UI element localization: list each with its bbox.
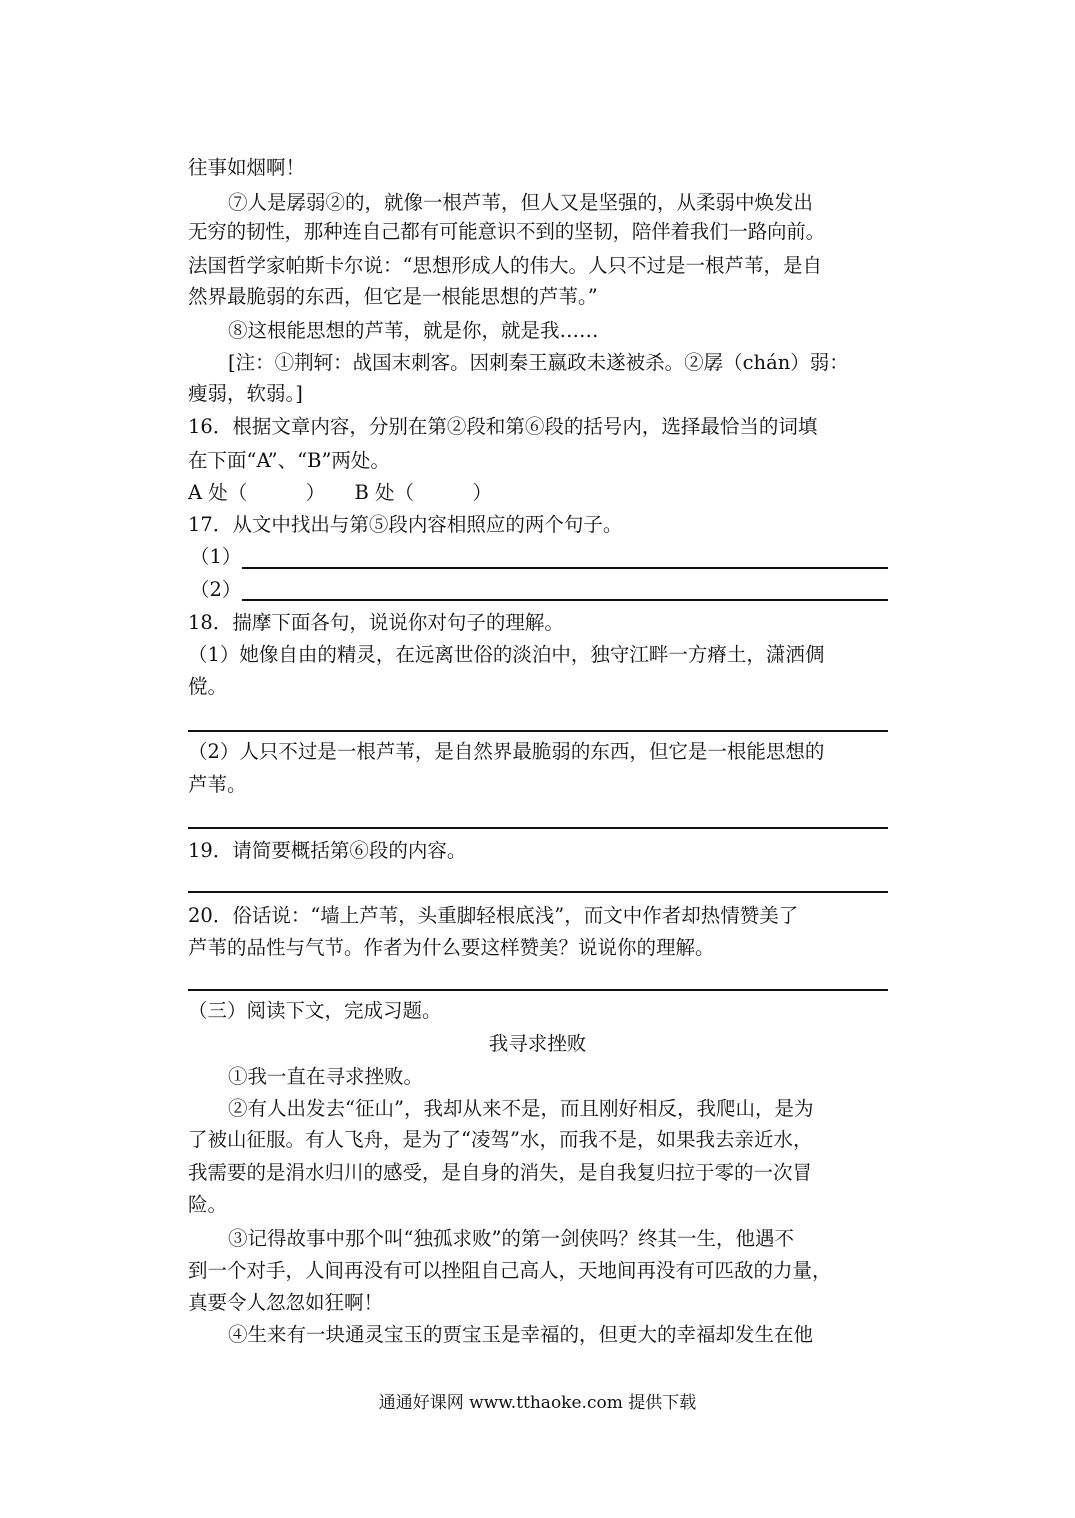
answer-label: （2） xyxy=(190,578,242,601)
question-19: 19．请简要概括第⑥段的内容。 xyxy=(188,839,467,862)
question-18-item: （1）她像自由的精灵，在远离世俗的淡泊中，独守江畔一方瘠土，潇洒倜 xyxy=(188,643,825,666)
paragraph-7-line: 无穷的韧性，那种连自己都有可能意识不到的坚韧，陪伴着我们一路向前。 xyxy=(188,220,825,243)
article-paragraph: 险。 xyxy=(188,1193,228,1216)
question-16: 在下面“A”、“B”两处。 xyxy=(188,449,390,472)
question-16-blanks[interactable]: A 处（ ） B 处（ ） xyxy=(188,481,493,504)
paragraph-7-line: 然界最脆弱的东西，但它是一根能思想的芦苇。” xyxy=(188,285,598,308)
paragraph-7-line: 法国哲学家帕斯卡尔说：“思想形成人的伟大。人只不过是一根芦苇，是自 xyxy=(188,254,822,277)
article-paragraph: ②有人出发去“征山”，我却从来不是，而且刚好相反，我爬山，是为 xyxy=(228,1097,814,1120)
answer-line[interactable] xyxy=(242,599,888,601)
question-18-item: （2）人只不过是一根芦苇，是自然界最脆弱的东西，但它是一根能思想的 xyxy=(188,740,825,763)
paragraph-8: ⑧这根能思想的芦苇，就是你，就是我…… xyxy=(228,319,599,342)
answer-line[interactable] xyxy=(242,567,888,569)
answer-line[interactable] xyxy=(188,891,888,893)
note-line: 瘦弱，软弱。] xyxy=(188,382,303,405)
question-20: 20．俗话说：“墙上芦苇，头重脚轻根底浅”，而文中作者却热情赞美了 xyxy=(188,904,799,927)
answer-line[interactable] xyxy=(188,989,888,991)
text-line: 往事如烟啊！ xyxy=(188,156,306,179)
article-paragraph: 真要令人忽忽如狂啊！ xyxy=(188,1291,384,1314)
article-title: 我寻求挫败 xyxy=(488,1032,587,1055)
question-18-item: 傥。 xyxy=(188,675,228,698)
note-line: [注：①荆轲：战国末刺客。因刺秦王嬴政未遂被杀。②孱（chán）弱： xyxy=(228,351,849,374)
paragraph-7-line: ⑦人是孱弱②的，就像一根芦苇，但人又是坚强的，从柔弱中焕发出 xyxy=(228,191,814,214)
article-paragraph: ④生来有一块通灵宝玉的贾宝玉是幸福的，但更大的幸福却发生在他 xyxy=(228,1323,814,1346)
article-paragraph: 我需要的是涓水归川的感受，是自身的消失，是自我复归拉于零的一次冒 xyxy=(188,1161,813,1184)
question-20: 芦苇的品性与气节。作者为什么要这样赞美？说说你的理解。 xyxy=(188,936,715,959)
answer-label: （1） xyxy=(190,545,242,568)
question-18: 18．揣摩下面各句，说说你对句子的理解。 xyxy=(188,611,564,634)
article-paragraph: 到一个对手，人间再没有可以挫阻自己高人，天地间再没有可匹敌的力量， xyxy=(188,1259,832,1282)
question-16: 16．根据文章内容，分别在第②段和第⑥段的括号内，选择最恰当的词填 xyxy=(188,415,818,438)
question-17: 17．从文中找出与第⑤段内容相照应的两个句子。 xyxy=(188,513,623,536)
article-paragraph: 了被山征服。有人飞舟，是为了“凌驾”水，而我不是，如果我去亲近水， xyxy=(188,1128,813,1151)
article-paragraph: ①我一直在寻求挫败。 xyxy=(228,1065,424,1088)
section-heading: （三）阅读下文，完成习题。 xyxy=(188,999,442,1022)
article-paragraph: ③记得故事中那个叫“独孤求败”的第一剑侠吗？终其一生，他遇不 xyxy=(228,1227,794,1250)
answer-line[interactable] xyxy=(188,827,888,829)
answer-line[interactable] xyxy=(188,730,888,732)
question-18-item: 芦苇。 xyxy=(188,773,247,796)
page-footer: 通通好课网 www.tthaoke.com 提供下载 xyxy=(378,1393,697,1413)
